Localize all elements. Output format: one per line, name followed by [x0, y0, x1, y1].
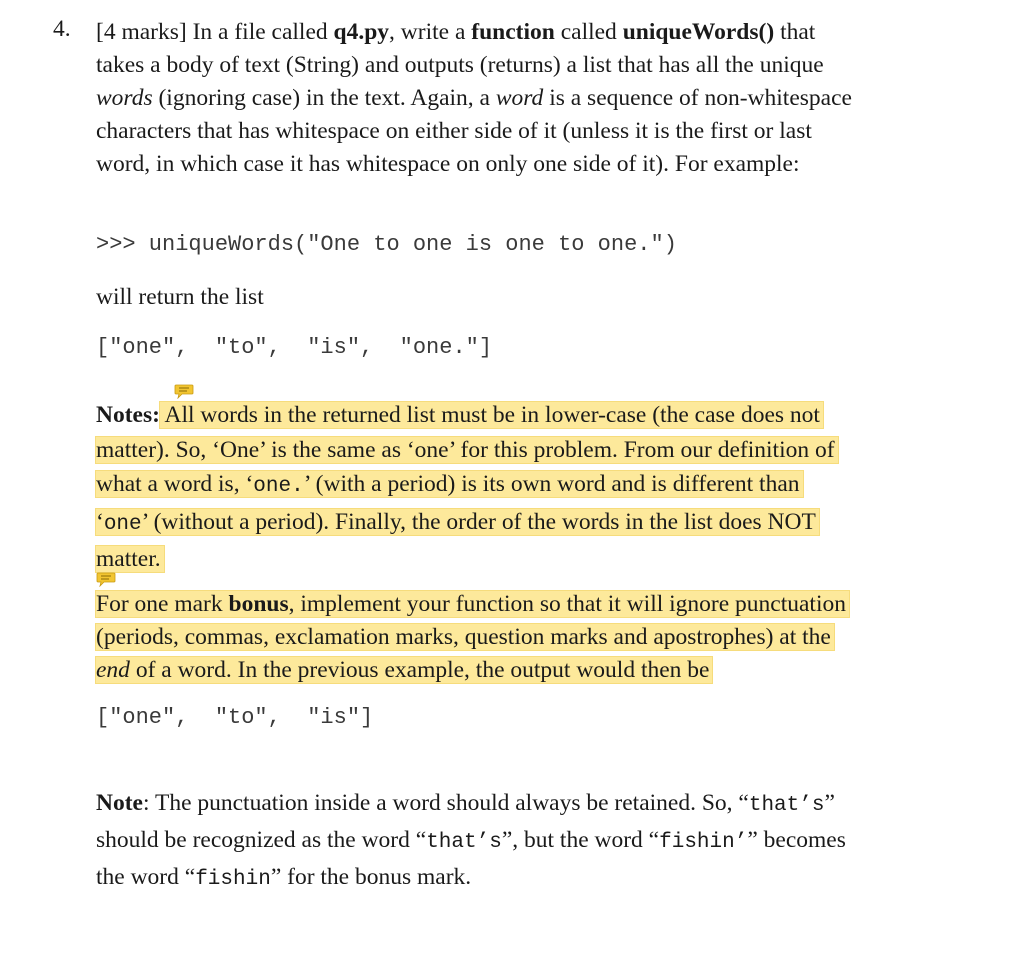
- intro-line-4: characters that has whitespace on either side of it (unless it is the first or last: [96, 118, 812, 144]
- question-number: 4.: [53, 16, 71, 42]
- notes-line-2: matter). So, ‘One’ is the same as ‘one’ for this problem. From our definition of: [96, 433, 976, 468]
- question-intro: [96, 16, 976, 181]
- note2-line-3: the word “fishin” for the bonus mark.: [96, 864, 472, 891]
- notes-label: Notes:: [96, 402, 160, 428]
- notes-line-4: ‘one’ (without a period). Finally, the order of the words in the list does NOT: [96, 505, 976, 543]
- note2-line-1: Note: The punctuation inside a word should always be retained. So, “that’s”: [96, 790, 835, 817]
- notes-line-5: matter.: [96, 542, 976, 577]
- bonus-result-code: ["one", "to", "is"]: [96, 705, 374, 730]
- bonus-line-1: For one mark bonus, implement your function so that it will ignore punctuation: [96, 588, 976, 621]
- comment-icon[interactable]: [174, 384, 194, 399]
- intro-line-5: word, in which case it has whitespace on only one side of it). For example:: [96, 151, 800, 177]
- bonus-line-3: end of a word. In the previous example, the output would then be: [96, 654, 976, 687]
- notes-line-1: Notes: All words in the returned list must be in lower-case (the case does not: [96, 398, 976, 433]
- note2-paragraph: [96, 786, 976, 897]
- example-result-code: ["one", "to", "is", "one."]: [96, 335, 493, 360]
- intro-line-2: takes a body of text (String) and outputs (returns) a list that has all the unique: [96, 52, 824, 78]
- bonus-line-2: (periods, commas, exclamation marks, question marks and apostrophes) at the: [96, 621, 976, 654]
- intro-line-1: [4 marks] In a file called q4.py, write a function called uniqueWords() that: [96, 19, 816, 45]
- bonus-paragraph: [96, 588, 976, 687]
- notes-line-3: what a word is, ‘one.’ (with a period) is its own word and is different than: [96, 467, 976, 505]
- notes-paragraph: [96, 398, 976, 577]
- will-return-text: will return the list: [96, 284, 264, 310]
- example-call-code: >>> uniqueWords("One to one is one to one."): [96, 232, 677, 257]
- intro-line-3: words (ignoring case) in the text. Again, a word is a sequence of non-whitespace: [96, 85, 852, 111]
- note2-line-2: should be recognized as the word “that’s”, but the word “fishin’” becomes: [96, 827, 846, 854]
- comment-icon[interactable]: [96, 572, 116, 587]
